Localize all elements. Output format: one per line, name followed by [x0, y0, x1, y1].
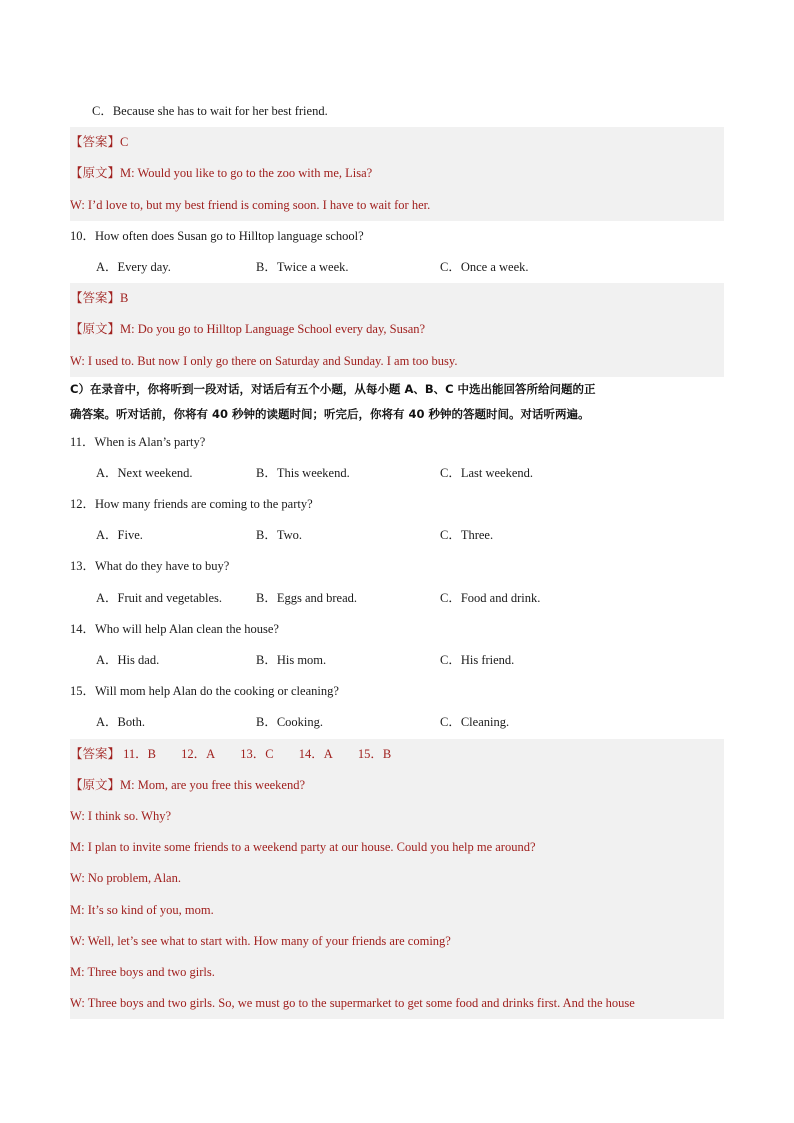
question-13: 13．What do they have to buy?	[70, 559, 230, 574]
document-page	[70, 96, 724, 1019]
option-c: C．Cleaning.	[440, 715, 510, 730]
question-11: 11．When is Alan’s party?	[70, 434, 206, 449]
question-10: 10．How often does Susan go to Hilltop language school?	[70, 228, 364, 243]
answer-tag: 【答案】	[70, 291, 121, 306]
option-c: C．Last weekend.	[440, 465, 534, 480]
option-a: A．Five.	[96, 528, 143, 543]
answer-12: 12．A	[181, 746, 216, 761]
q9-script-line-2: W: I’d love to, but my best friend is coming soon. I have to wait for her.	[70, 190, 724, 221]
option-c: C．His friend.	[440, 653, 515, 667]
section-c-script-line-1	[70, 770, 724, 801]
answer-14: 14．A	[298, 746, 333, 761]
option-a: A．Fruit and vegetables.	[96, 590, 223, 605]
q10-script-line-1	[70, 314, 724, 345]
answer-tag: 【答案】	[70, 135, 121, 150]
option-b: B．Two.	[256, 528, 303, 543]
question-13-options	[70, 583, 724, 614]
option-b: B．His mom.	[256, 653, 327, 667]
question-12-options	[70, 520, 724, 551]
answer-15: 15．B	[357, 746, 392, 761]
option-b: B．This weekend.	[256, 465, 350, 480]
answer-value: B	[120, 291, 129, 306]
option-c: C．Once a week.	[440, 259, 529, 274]
q10-answer-line	[70, 283, 724, 314]
question-14: 14．Who will help Alan clean the house?	[70, 621, 279, 636]
option-a: A．His dad.	[96, 653, 160, 667]
q10-script-line-2: W: I used to. But now I only go there on Saturday and Sunday. I am too busy.	[70, 346, 724, 377]
section-c-script-line-7: M: Three boys and two girls.	[70, 957, 724, 988]
script-tag: 【原文】	[70, 166, 121, 181]
question-12: 12．How many friends are coming to the party?	[70, 497, 313, 512]
q9-answer-line	[70, 127, 724, 158]
option-b: B．Eggs and bread.	[256, 590, 358, 605]
script-tag: 【原文】	[70, 322, 121, 337]
section-c-answer-line	[70, 739, 724, 770]
option-c: C．Food and drink.	[440, 590, 541, 605]
script-text: M: Mom, are you free this weekend?	[120, 777, 306, 792]
section-c-script-line-5: M: It’s so kind of you, mom.	[70, 895, 724, 926]
q9-option-c: C．Because she has to wait for her best friend.	[92, 104, 328, 118]
option-a: A．Next weekend.	[96, 465, 193, 480]
section-c-script-line-3: M: I plan to invite some friends to a weekend party at our house. Could you help me around?	[70, 832, 724, 863]
section-c-script-line-8: W: Three boys and two girls. So, we must go to the supermarket to get some food and drinks first. And the house	[70, 988, 724, 1019]
question-15: 15．Will mom help Alan do the cooking or cleaning?	[70, 684, 339, 699]
option-b: B．Cooking.	[256, 715, 324, 730]
answer-value: C	[120, 135, 129, 150]
q9-script-line-1	[70, 158, 724, 189]
section-c-instruction-2: 确答案。听对话前，你将有 40 秒钟的读题时间；听完后，你将有 40 秒钟的答题时间。对话听两遍。	[70, 406, 590, 421]
answer-tag: 【答案】	[70, 746, 121, 761]
answer-11: 11．B	[123, 746, 157, 761]
section-c-script-line-4: W: No problem, Alan.	[70, 863, 724, 894]
script-text: M: Would you like to go to the zoo with me, Lisa?	[120, 166, 373, 181]
option-a: A．Every day.	[96, 259, 171, 274]
answer-13: 13．C	[240, 746, 274, 761]
question-11-options	[70, 458, 724, 489]
section-c-instruction-1: C）在录音中，你将听到一段对话，对话后有五个小题，从每小题 A、B、C 中选出能回答所给问题的正	[70, 381, 596, 396]
script-text: M: Do you go to Hilltop Language School every day, Susan?	[120, 322, 426, 337]
option-a: A．Both.	[96, 715, 145, 730]
question-10-options	[70, 252, 724, 283]
option-c: C．Three.	[440, 528, 494, 543]
script-tag: 【原文】	[70, 777, 121, 792]
question-15-options	[70, 707, 724, 738]
question-14-options	[70, 645, 724, 676]
option-b: B．Twice a week.	[256, 259, 349, 274]
section-c-script-line-6: W: Well, let’s see what to start with. How many of your friends are coming?	[70, 926, 724, 957]
section-c-script-line-2: W: I think so. Why?	[70, 801, 724, 832]
